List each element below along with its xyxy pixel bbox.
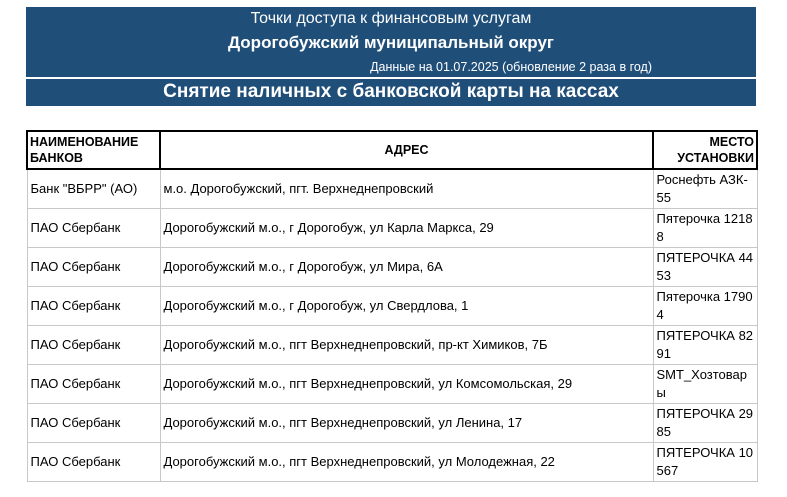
- banks-table: [26, 130, 758, 482]
- address-cell: Дорогобужский м.о., пгт Верхнеднепровский, ул Комсомольская, 29: [160, 365, 653, 404]
- bank-cell: ПАО Сбербанк: [27, 404, 160, 443]
- place-cell: Пятерочка 12188: [653, 209, 757, 248]
- table-row: [27, 248, 757, 287]
- address-cell: м.о. Дорогобужский, пгт. Верхнеднепровский: [160, 169, 653, 209]
- bank-cell: ПАО Сбербанк: [27, 365, 160, 404]
- header-title: Точки доступа к финансовым услугам: [250, 10, 532, 27]
- place-cell: ПЯТЕРОЧКА 2985: [653, 404, 757, 443]
- place-cell: Роснефть АЗК-55: [653, 169, 757, 209]
- bank-cell: ПАО Сбербанк: [27, 326, 160, 365]
- document-header: [26, 7, 756, 77]
- bank-cell: ПАО Сбербанк: [27, 443, 160, 482]
- header-date-note: Данные на 01.07.2025 (обновление 2 раза в год): [370, 60, 652, 74]
- address-cell: Дорогобужский м.о., г Дорогобуж, ул Свердлова, 1: [160, 287, 653, 326]
- table-row: [27, 209, 757, 248]
- place-cell: Пятерочка 17904: [653, 287, 757, 326]
- place-cell: ПЯТЕРОЧКА 4453: [653, 248, 757, 287]
- table-row: [27, 365, 757, 404]
- table-row: [27, 404, 757, 443]
- address-cell: Дорогобужский м.о., г Дорогобуж, ул Мира, 6А: [160, 248, 653, 287]
- address-cell: Дорогобужский м.о., пгт Верхнеднепровский, ул Молодежная, 22: [160, 443, 653, 482]
- bank-cell: Банк "ВБРР" (АО): [27, 169, 160, 209]
- address-cell: Дорогобужский м.о., г Дорогобуж, ул Карла Маркса, 29: [160, 209, 653, 248]
- column-header-bank: НАИМЕНОВАНИЕ БАНКОВ: [27, 131, 160, 169]
- table-row: [27, 443, 757, 482]
- place-cell: ПЯТЕРОЧКА 8291: [653, 326, 757, 365]
- table-row: [27, 287, 757, 326]
- section-title: Снятие наличных с банковской карты на кассах: [26, 79, 756, 106]
- place-cell: ПЯТЕРОЧКА 10567: [653, 443, 757, 482]
- address-cell: Дорогобужский м.о., пгт Верхнеднепровский, пр-кт Химиков, 7Б: [160, 326, 653, 365]
- bank-cell: ПАО Сбербанк: [27, 287, 160, 326]
- place-cell: SMT_Хозтовары: [653, 365, 757, 404]
- column-header-address: АДРЕС: [160, 131, 653, 169]
- address-cell: Дорогобужский м.о., пгт Верхнеднепровский, ул Ленина, 17: [160, 404, 653, 443]
- bank-cell: ПАО Сбербанк: [27, 209, 160, 248]
- table-row: [27, 169, 757, 209]
- bank-cell: ПАО Сбербанк: [27, 248, 160, 287]
- table-header-row: [27, 131, 757, 169]
- header-district: Дорогобужский муниципальный округ: [227, 33, 554, 52]
- column-header-place: МЕСТО УСТАНОВКИ: [653, 131, 757, 169]
- table-row: [27, 326, 757, 365]
